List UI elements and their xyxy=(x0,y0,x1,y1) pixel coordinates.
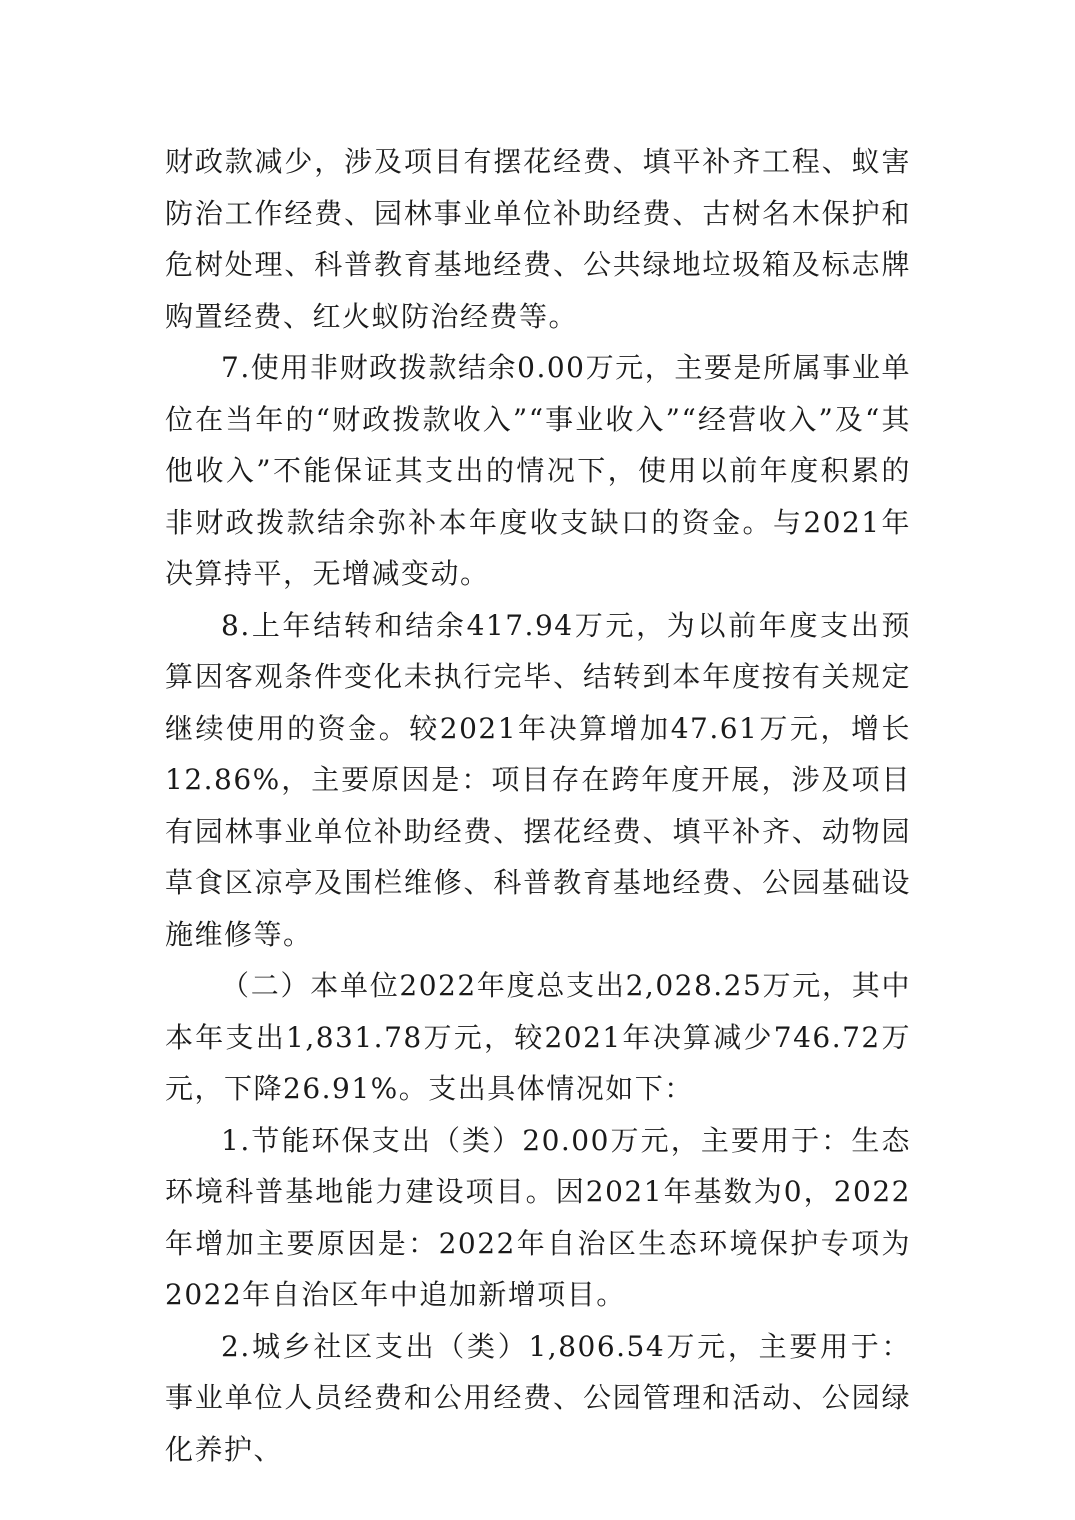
paragraph-item-8: 8.上年结转和结余417.94万元，为以前年度支出预算因客观条件变化未执行完毕、结转到本年度按有关规定继续使用的资金。较2021年决算增加47.61万元，增长12.86%，主要原因是：项目存在跨年度开展，涉及项目有园林事业单位补助经费、摆花经费、填平补齐、动物园草食区凉亭及围栏维修、科普教育基地经费、公园基础设施维修等。 xyxy=(165,608,911,951)
paragraph-expense-2: 2.城乡社区支出（类）1,806.54万元，主要用于：事业单位人员经费和公用经费、公园管理和活动、公园绿化养护、 xyxy=(165,1329,911,1466)
paragraph-continued: 财政款减少，涉及项目有摆花经费、填平补齐工程、蚁害防治工作经费、园林事业单位补助经费、古树名木保护和危树处理、科普教育基地经费、公共绿地垃圾箱及标志牌购置经费、红火蚁防治经费等。 xyxy=(165,145,911,333)
body-text xyxy=(165,136,911,1475)
paragraph-item-7: 7.使用非财政拨款结余0.00万元，主要是所属事业单位在当年的“财政拨款收入”“事业收入”“经营收入”及“其他收入”不能保证其支出的情况下，使用以前年度积累的非财政拨款结余弥补本年度收支缺口的资金。与2021年决算持平，无增减变动。 xyxy=(165,351,911,590)
paragraph-section-2: （二）本单位2022年度总支出2,028.25万元，其中本年支出1,831.78万元，较2021年决算减少746.72万元，下降26.91%。支出具体情况如下： xyxy=(165,969,911,1105)
paragraph-expense-1: 1.节能环保支出（类）20.00万元，主要用于：生态环境科普基地能力建设项目。因2021年基数为0，2022年增加主要原因是：2022年自治区生态环境保护专项为2022年自治区年中追加新增项目。 xyxy=(165,1123,911,1311)
